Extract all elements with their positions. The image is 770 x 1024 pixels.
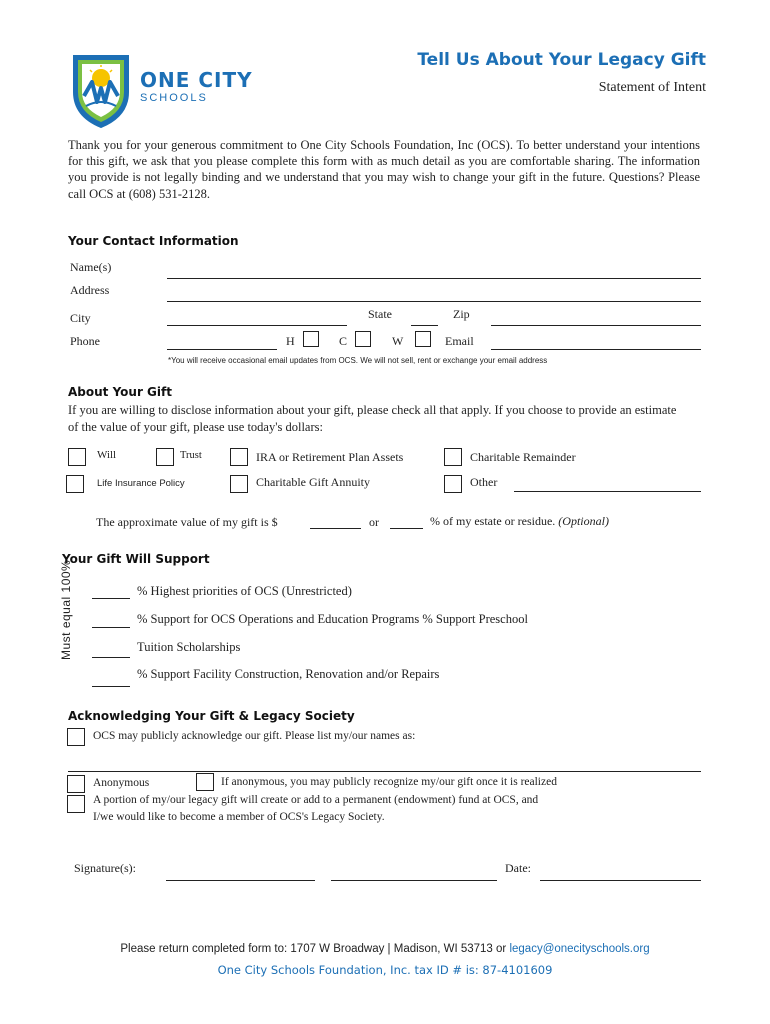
gift-heading: About Your Gift: [68, 385, 172, 399]
signature-label: Signature(s):: [74, 861, 136, 875]
ira-label: IRA or Retirement Plan Assets: [256, 450, 404, 464]
page-subtitle: Statement of Intent: [598, 80, 706, 95]
support-field-2[interactable]: [92, 627, 130, 628]
email-field[interactable]: [491, 349, 701, 350]
phone-home-checkbox[interactable]: [303, 331, 319, 347]
city-label: City: [70, 311, 91, 325]
page-title: Tell Us About Your Legacy Gift: [417, 50, 706, 70]
intro-paragraph: Thank you for your generous commitment to One City Schools Foundation, Inc (OCS). To better understand your intentions for this gift, we ask that you please complete this form with as much detail as you are comfortable sharing. The information you provide is not legally binding and we understand that you may wish to change your gift in the future. Questions? Please call OCS at (608) 531-2128.: [68, 138, 700, 201]
endowment-line-2: I/we would like to become a member of OCS's Legacy Society.: [93, 811, 385, 823]
ira-checkbox[interactable]: [230, 448, 248, 466]
trust-checkbox[interactable]: [156, 448, 174, 466]
life-insurance-checkbox[interactable]: [66, 475, 84, 493]
email-label: Email: [445, 334, 474, 348]
annuity-label: Charitable Gift Annuity: [256, 475, 370, 489]
logo-shield-icon: [70, 52, 132, 130]
phone-field[interactable]: [167, 349, 277, 350]
zip-field[interactable]: [491, 325, 701, 326]
address-label: Address: [70, 283, 110, 297]
address-field[interactable]: [167, 301, 701, 302]
names-as-field[interactable]: [68, 771, 701, 772]
value-or: or: [369, 515, 379, 529]
publicly-checkbox[interactable]: [67, 728, 85, 746]
date-label: Date:: [505, 861, 531, 875]
contact-heading: Your Contact Information: [68, 234, 239, 248]
support-item-4: % Support Facility Construction, Renovation and/or Repairs: [137, 667, 440, 681]
recognize-checkbox[interactable]: [196, 773, 214, 791]
support-heading: Your Gift Will Support: [62, 552, 210, 566]
remainder-checkbox[interactable]: [444, 448, 462, 466]
phone-cell-label: C: [339, 334, 348, 348]
zip-label: Zip: [453, 307, 470, 321]
must-equal-label: Must equal 100%: [59, 559, 73, 660]
support-field-1[interactable]: [92, 598, 130, 599]
contact-email-link[interactable]: legacy@onecityschools.org: [509, 943, 650, 955]
value-suffix-text: % of my estate or residue.: [430, 514, 556, 528]
acknowledge-heading: Acknowledging Your Gift & Legacy Society: [68, 709, 355, 723]
phone-home-label: H: [286, 334, 295, 348]
state-field[interactable]: [411, 325, 438, 326]
names-label: Name(s): [70, 260, 112, 274]
city-field[interactable]: [167, 325, 347, 326]
return-instructions: [0, 943, 770, 955]
gift-instructions: If you are willing to disclose information about your gift, please check all that apply. If you choose to provide an estimate of the value of your gift, please use today's dollars:: [68, 403, 677, 434]
value-suffix: [430, 514, 609, 529]
support-item-1: % Highest priorities of OCS (Unrestricted): [137, 584, 352, 598]
names-field[interactable]: [167, 278, 701, 279]
phone-cell-checkbox[interactable]: [355, 331, 371, 347]
state-label: State: [368, 307, 392, 321]
support-item-3: Tuition Scholarships: [137, 640, 241, 654]
other-label: Other: [470, 475, 498, 489]
support-field-4[interactable]: [92, 686, 130, 687]
legacy-society-checkbox[interactable]: [67, 795, 85, 813]
logo-subtitle: SCHOOLS: [140, 92, 208, 104]
value-percent-field[interactable]: [390, 528, 423, 529]
value-optional: (Optional): [558, 514, 609, 528]
value-dollar-field[interactable]: [310, 528, 361, 529]
recognize-label: If anonymous, you may publicly recognize my/our gift once it is realized: [221, 776, 557, 788]
will-label: Will: [97, 449, 117, 461]
other-field[interactable]: [514, 491, 701, 492]
anonymous-label: Anonymous: [93, 777, 150, 789]
annuity-checkbox[interactable]: [230, 475, 248, 493]
value-prefix: The approximate value of my gift is $: [96, 515, 278, 529]
date-field[interactable]: [540, 880, 701, 881]
signature-field-2[interactable]: [331, 880, 497, 881]
phone-work-checkbox[interactable]: [415, 331, 431, 347]
tax-id: One City Schools Foundation, Inc. tax ID # is: 87-4101609: [217, 963, 553, 977]
logo-title: ONE CITY: [140, 68, 253, 92]
signature-field-1[interactable]: [166, 880, 315, 881]
publicly-label: OCS may publicly acknowledge our gift. Please list my/our names as:: [93, 730, 416, 742]
phone-work-label: W: [392, 334, 404, 348]
life-insurance-label: Life Insurance Policy: [97, 478, 185, 489]
email-note: *You will receive occasional email updates from OCS. We will not sell, rent or exchange your email address: [168, 356, 548, 365]
support-item-2: % Support for OCS Operations and Education Programs % Support Preschool: [137, 612, 528, 626]
return-text: Please return completed form to: 1707 W Broadway | Madison, WI 53713 or: [120, 943, 507, 955]
other-checkbox[interactable]: [444, 475, 462, 493]
will-checkbox[interactable]: [68, 448, 86, 466]
trust-label: Trust: [180, 450, 202, 461]
anonymous-checkbox[interactable]: [67, 775, 85, 793]
support-field-3[interactable]: [92, 657, 130, 658]
remainder-label: Charitable Remainder: [470, 450, 576, 464]
endowment-line-1: A portion of my/our legacy gift will create or add to a permanent (endowment) fund at OCS, and: [93, 794, 539, 806]
phone-label: Phone: [70, 334, 100, 348]
